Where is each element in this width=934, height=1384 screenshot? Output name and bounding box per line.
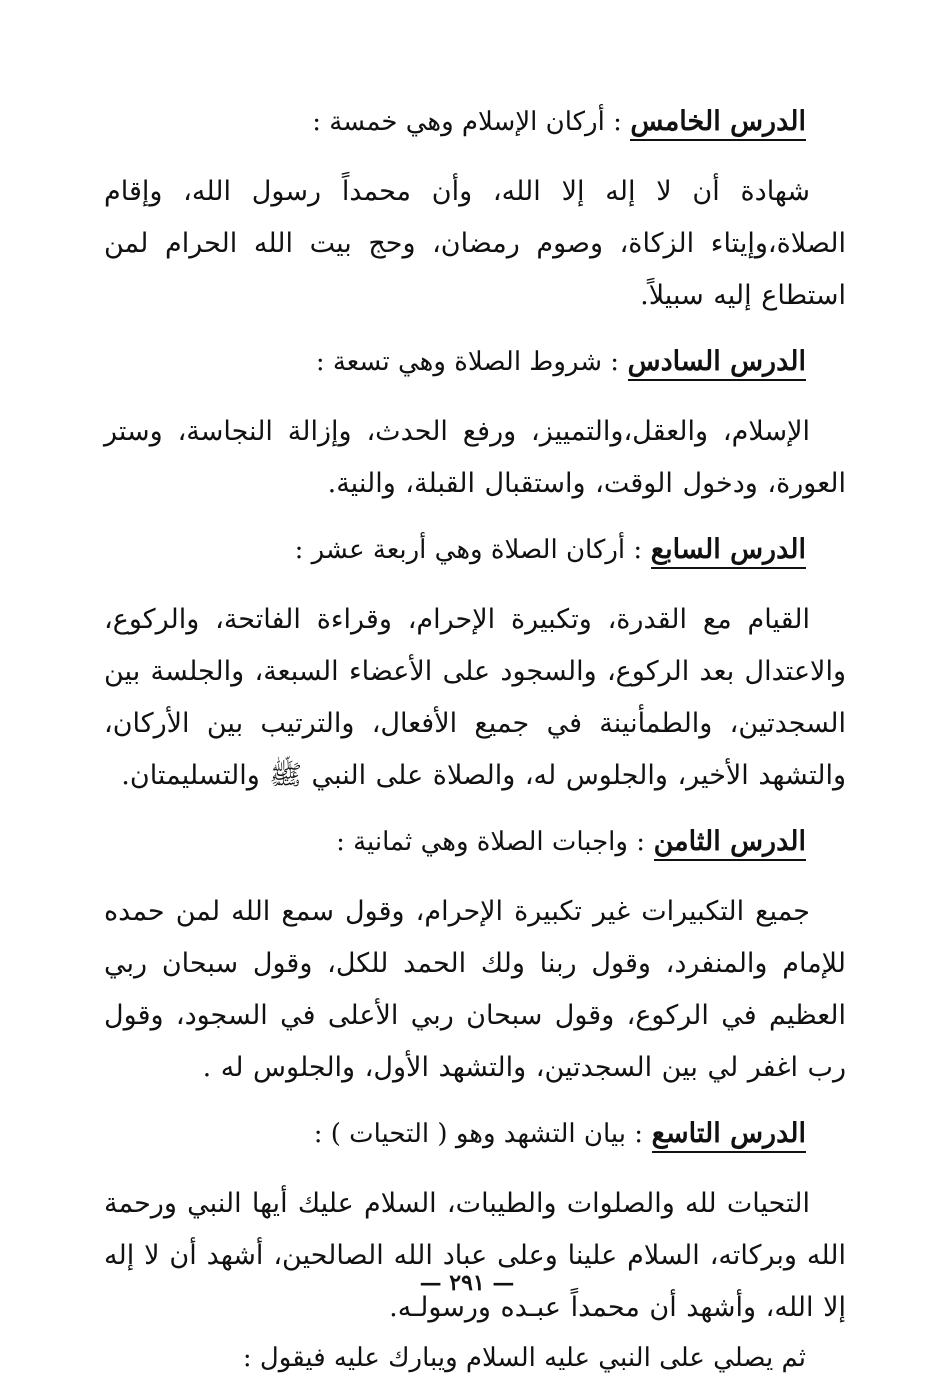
lesson-subtitle: : أركان الصلاة وهي أربعة عشر :	[294, 535, 643, 565]
lesson-title: الدرس الخامس	[630, 105, 806, 141]
lesson-text: الإسلام، والعقل،والتمييز، ورفع الحدث، وإزالة النجاسة، وستر العورة، ودخول الوقت، واستقبال القبلة، والنية.	[104, 416, 846, 499]
lesson-title: الدرس الثامن	[654, 825, 806, 861]
lesson-subtitle: : أركان الإسلام وهي خمسة :	[312, 107, 622, 137]
page-number: — ٢٩١ —	[419, 1270, 515, 1296]
closing-line: ثم يصلي على النبي عليه السلام ويبارك عليه فيقول :	[242, 1343, 806, 1373]
lesson-heading	[104, 96, 846, 148]
lesson-title: الدرس السابع	[651, 533, 806, 569]
lesson-heading	[104, 1108, 846, 1160]
lesson-text: جميع التكبيرات غير تكبيرة الإحرام، وقول سمع الله لمن حمده للإمام والمنفرد، وقول ربنا ولك الحمد للكل، وقول سبحان ربي العظيم في الركوع، وقول سبحان ربي الأعلى في السجود، وقول رب اغفر لي بين السجدتين، والتشهد الأول، والجلوس له .	[104, 896, 846, 1083]
lesson-text: التحيات لله والصلوات والطيبات، السلام عليك أيها النبي ورحمة الله وبركاته، السلام علينا وعلى عباد الله الصالحين، أشهد أن لا إله إلا الله، وأشهد أن محمداً عبـده ورسولـه.	[104, 1188, 846, 1323]
page-content	[104, 96, 846, 1382]
lesson-subtitle: : بيان التشهد وهو ( التحيات ) :	[313, 1119, 643, 1149]
lesson-heading	[104, 336, 846, 388]
lesson-subtitle: : شروط الصلاة وهي تسعة :	[315, 347, 620, 377]
lesson-text: القيام مع القدرة، وتكبيرة الإحرام، وقراءة الفاتحة، والركوع، والاعتدال بعد الركوع، والسجود على الأعضاء السبعة، والجلسة بين السجدتين، والطمأنينة في جميع الأفعال، والترتيب بين الأركان، والتشهد الأخير، والجلوس له، والصلاة على النبي ﷺ والتسليمتان.	[104, 604, 846, 791]
lesson-heading	[104, 816, 846, 868]
lesson-text: شهادة أن لا إله إلا الله، وأن محمداً رسول الله، وإقام الصلاة،وإيتاء الزكاة، وصوم رمضان، وحج بيت الله الحرام لمن استطاع إليه سبيلاً.	[104, 176, 846, 311]
lesson-heading	[104, 524, 846, 576]
lesson-subtitle: : واجبات الصلاة وهي ثمانية :	[336, 827, 645, 857]
lesson-title: الدرس التاسع	[652, 1117, 806, 1153]
lesson-title: الدرس السادس	[628, 345, 806, 381]
